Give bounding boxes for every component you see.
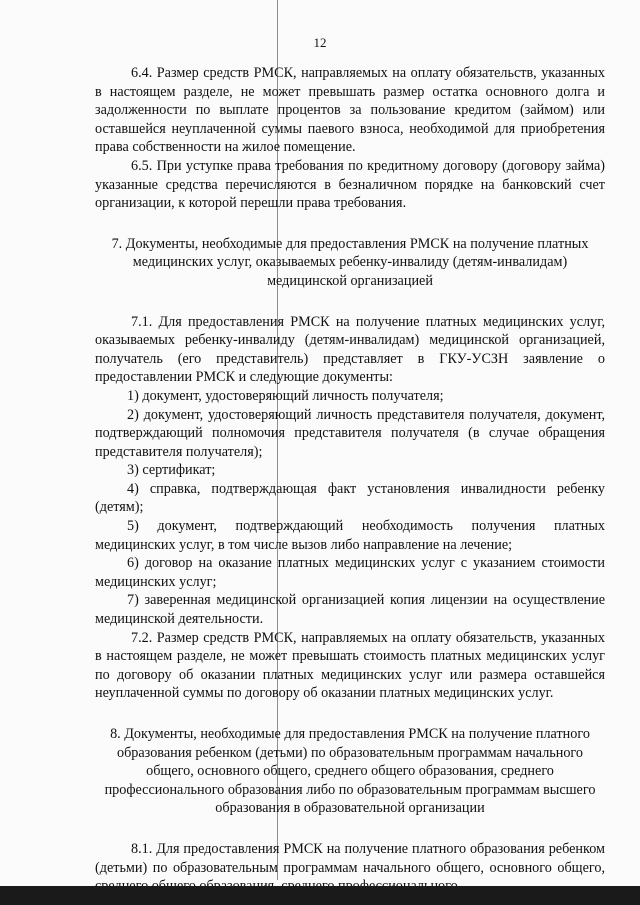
paragraph-7-1: 7.1. Для предоставления РМСК на получение платных медицинских услуг, оказываемых ребенку-инвалиду (детям-инвалидам) медицинской организацией, получатель (его представитель) представляет в ГКУ-УСЗН заявление о предоставлении РМСК и следующие документы: <box>95 313 605 386</box>
scan-bottom-edge <box>0 886 640 905</box>
paragraph-6-4: 6.4. Размер средств РМСК, направляемых на оплату обязательств, указанных в настоящем разделе, не может превышать размер остатка основного долга и задолженности по выплате процентов за пользование кредитом (займом) или оставшейся неуплаченной суммы паевого взноса, необходимой для приобретения права собственности на жилое помещение. <box>95 65 605 156</box>
list-item: 2) документ, удостоверяющий личность представителя получателя, документ, подтверждающий полномочия представителя получателя (в случае обращения представителя получателя); <box>95 406 605 460</box>
paragraph-6-5: 6.5. При уступке права требования по кредитному договору (договору займа) указанные средства перечисляются в безналичном порядке на банковский счет организации, к которой перешли права требования. <box>95 157 605 212</box>
section-7-heading: 7. Документы, необходимые для предоставления РМСК на получение платных медицинских услуг, оказываемых ребенку-инвалиду (детям-инвалидам) медицинской организацией <box>111 235 589 289</box>
list-item: 1) документ, удостоверяющий личность получателя; <box>127 387 444 404</box>
paragraph-7-2: 7.2. Размер средств РМСК, направляемых на оплату обязательств, указанных в настоящем разделе, не может превышать стоимость платных медицинских услуг по договору об оказании платных медицинских услуг или размера оставшейся неуплаченной суммы по договору об оказании платных медицинских услуг. <box>95 629 605 702</box>
list-item: 6) договор на оказание платных медицинских услуг с указанием стоимости медицинских услуг; <box>95 555 605 590</box>
page-number: 12 <box>313 35 327 50</box>
list-item: 3) сертификат; <box>127 462 216 479</box>
section-8-heading: 8. Документы, необходимые для предоставления РМСК на получение платного образования ребенком (детьми) по образовательным программам начального общего, основного общего, среднего общего образования, среднего профессионального образования либо по образовательным программам высшего образования в образовательной организации <box>104 726 596 817</box>
paragraph-8-1: 8.1. Для предоставления РМСК на получение платного образования ребенком (детьми) по образовательным программам начального общего, основного общего, <box>95 840 605 876</box>
list-item: 4) справка, подтверждающая факт установления инвалидности ребенку (детям); <box>95 480 605 516</box>
list-item: 5) документ, подтверждающий необходимость получения платных медицинских услуг, в том числе вызов либо направление на лечение; <box>95 518 605 553</box>
document-body <box>95 64 605 896</box>
list-item: 7) заверенная медицинской организацией копия лицензии на осуществление медицинской деятельности. <box>95 592 605 628</box>
